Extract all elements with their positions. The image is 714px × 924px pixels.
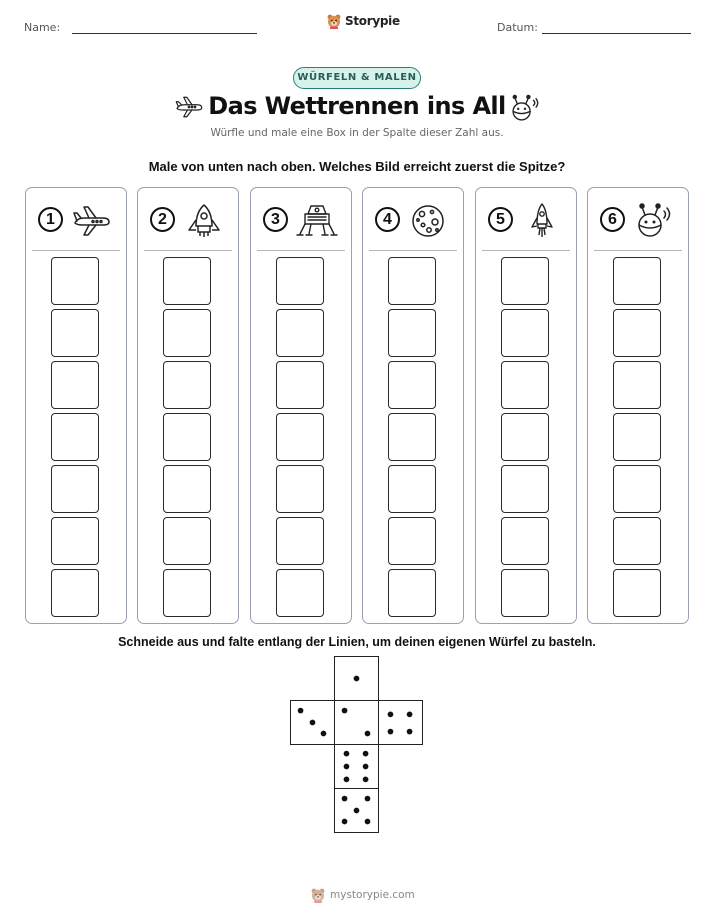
color-box[interactable] bbox=[388, 257, 436, 305]
column-divider bbox=[257, 250, 345, 251]
color-box[interactable] bbox=[388, 517, 436, 565]
alien-robot-icon bbox=[633, 202, 675, 240]
color-box[interactable] bbox=[613, 569, 661, 617]
color-box[interactable] bbox=[388, 569, 436, 617]
brand-logo bbox=[326, 13, 400, 29]
column-number: 5 bbox=[488, 207, 513, 232]
color-box[interactable] bbox=[276, 361, 324, 409]
color-box[interactable] bbox=[501, 257, 549, 305]
color-box[interactable] bbox=[501, 413, 549, 461]
footer bbox=[310, 887, 415, 903]
color-box[interactable] bbox=[613, 361, 661, 409]
race-column-2 bbox=[137, 187, 239, 624]
color-box[interactable] bbox=[388, 413, 436, 461]
page-title: Das Wettrennen ins All bbox=[208, 92, 506, 120]
color-box[interactable] bbox=[613, 413, 661, 461]
column-number: 4 bbox=[375, 207, 400, 232]
color-box[interactable] bbox=[613, 517, 661, 565]
column-number: 6 bbox=[600, 207, 625, 232]
cut-instruction: Schneide aus und falte entlang der Linien, um deinen eigenen Würfel zu basteln. bbox=[118, 635, 596, 649]
rocket-icon bbox=[183, 202, 225, 240]
color-box[interactable] bbox=[501, 569, 549, 617]
color-box[interactable] bbox=[163, 361, 211, 409]
lunar-lander-icon bbox=[296, 202, 338, 240]
color-box[interactable] bbox=[388, 465, 436, 513]
race-column-6 bbox=[587, 187, 689, 624]
bear-logo-icon bbox=[310, 887, 326, 903]
race-column-5 bbox=[475, 187, 577, 624]
dice-face-one bbox=[334, 656, 379, 701]
column-number: 2 bbox=[150, 207, 175, 232]
color-box[interactable] bbox=[163, 465, 211, 513]
game-instruction: Male von unten nach oben. Welches Bild erreicht zuerst die Spitze? bbox=[148, 159, 566, 174]
moon-icon bbox=[408, 202, 450, 240]
color-box[interactable] bbox=[388, 361, 436, 409]
dice-face-five bbox=[334, 788, 379, 833]
color-box[interactable] bbox=[51, 257, 99, 305]
color-box[interactable] bbox=[276, 517, 324, 565]
dice-face-two bbox=[334, 700, 379, 745]
column-divider bbox=[32, 250, 120, 251]
column-divider bbox=[594, 250, 682, 251]
color-box[interactable] bbox=[613, 465, 661, 513]
column-divider bbox=[482, 250, 570, 251]
race-column-3 bbox=[250, 187, 352, 624]
color-box[interactable] bbox=[501, 361, 549, 409]
color-box[interactable] bbox=[276, 257, 324, 305]
column-divider bbox=[144, 250, 232, 251]
alien-robot-icon bbox=[508, 93, 542, 123]
date-line[interactable] bbox=[542, 33, 691, 34]
dice-face-four bbox=[378, 700, 423, 745]
column-divider bbox=[369, 250, 457, 251]
color-box[interactable] bbox=[51, 465, 99, 513]
color-box[interactable] bbox=[51, 517, 99, 565]
page-subtitle: Würfle und male eine Box in der Spalte dieser Zahl aus. bbox=[210, 127, 504, 139]
color-box[interactable] bbox=[613, 309, 661, 357]
name-label: Name: bbox=[24, 21, 61, 34]
bear-logo-icon bbox=[326, 13, 342, 29]
color-box[interactable] bbox=[163, 309, 211, 357]
footer-url[interactable]: mystorypie.com bbox=[330, 889, 415, 901]
color-box[interactable] bbox=[276, 569, 324, 617]
dice-face-three bbox=[290, 700, 335, 745]
color-box[interactable] bbox=[51, 413, 99, 461]
small-rocket-icon bbox=[521, 202, 563, 240]
color-box[interactable] bbox=[388, 309, 436, 357]
color-box[interactable] bbox=[276, 309, 324, 357]
dice-face-six bbox=[334, 744, 379, 789]
column-number: 1 bbox=[38, 207, 63, 232]
color-box[interactable] bbox=[51, 309, 99, 357]
column-number: 3 bbox=[263, 207, 288, 232]
color-box[interactable] bbox=[163, 413, 211, 461]
color-box[interactable] bbox=[276, 413, 324, 461]
color-box[interactable] bbox=[501, 309, 549, 357]
race-column-4 bbox=[362, 187, 464, 624]
airplane-icon bbox=[71, 202, 113, 240]
color-box[interactable] bbox=[51, 361, 99, 409]
color-box[interactable] bbox=[501, 465, 549, 513]
race-column-1 bbox=[25, 187, 127, 624]
color-box[interactable] bbox=[163, 517, 211, 565]
date-label: Datum: bbox=[497, 21, 538, 34]
color-box[interactable] bbox=[613, 257, 661, 305]
color-box[interactable] bbox=[51, 569, 99, 617]
brand-name: Storypie bbox=[345, 14, 400, 28]
color-box[interactable] bbox=[163, 257, 211, 305]
color-box[interactable] bbox=[163, 569, 211, 617]
color-box[interactable] bbox=[276, 465, 324, 513]
color-box[interactable] bbox=[501, 517, 549, 565]
name-line[interactable] bbox=[72, 33, 257, 34]
category-badge: WÜRFELN & MALEN bbox=[293, 67, 421, 89]
